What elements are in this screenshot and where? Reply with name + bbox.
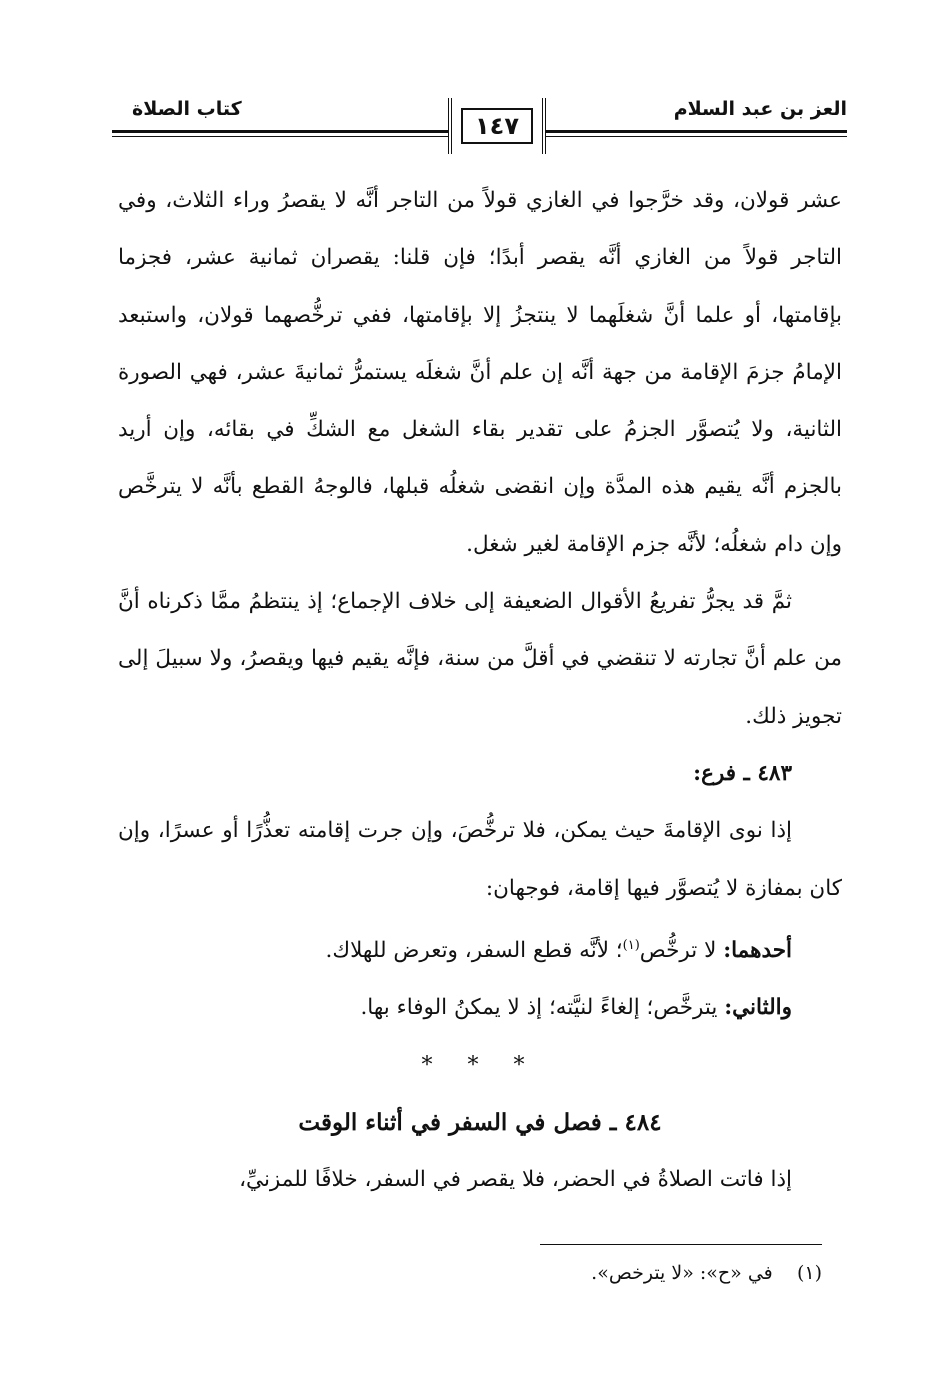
section-heading: ٤٨٤ ـ فصل في السفر في أثناء الوقت: [298, 1108, 662, 1136]
footnote-number: (١): [796, 1262, 822, 1284]
first-opinion: [118, 917, 842, 979]
footnote: [591, 1262, 822, 1284]
page-header: [112, 92, 847, 162]
second-opinion: [118, 979, 842, 1036]
paragraph: إذا فاتت الصلاةُ في الحضر، فلا يقصر في السفر، خلافًا للمزنيِّ،: [239, 1167, 792, 1193]
first-opinion-rest: ؛ لأنَّه قطع السفر، وتعرض للهلاك.: [325, 938, 623, 964]
running-header-author: العز بن عبد السلام: [673, 98, 847, 120]
second-opinion-label: والثاني:: [724, 995, 792, 1021]
footnote-text: في «ح»: «لا يترخص».: [591, 1262, 773, 1284]
footnote-separator: [540, 1244, 822, 1245]
running-header-book: كتاب الصلاة: [132, 98, 242, 120]
paragraph: ثمَّ قد يجرُّ تفريعُ الأقوال الضعيفة إلى خلاف الإجماع؛ إذ ينتظمُ ممَّا ذكرناه أنَّ من علم أنَّ تجارته لا تنقضي في أقلَّ من سنة، فإنَّه يقيم فيها ويقصرُ، ولا سبيلَ إلى تجويز ذلك.: [118, 589, 842, 729]
branch-heading: ٤٨٣ ـ فرع:: [693, 760, 792, 786]
first-opinion-text: لا ترخُّص: [639, 938, 717, 964]
paragraph: عشر قولان، وقد خرَّجوا في الغازي قولاً من التاجر أنَّه لا يقصرُ وراء الثلاث، وفي التاجر قولاً من الغازي أنَّه يقصر أبدًا؛ فإن قلنا: يقصران ثمانية عشر، فجزما بإقامتها، أو علما أنَّ شغلَهما لا ينتجزُ إلا بإقامتها، ففي ترخُّصهما قولان، واستبعد الإمامُ جزمَ الإقامة من جهة أنَّه إن علم أنَّ شغلَه يستمرُّ ثمانيةَ عشر، فهي الصورة الثانية، ولا يُتصوَّر الجزمُ على تقدير بقاء الشغل مع الشكِّ في بقائه، وإن أريد بالجزم أنَّه يقيم هذه المدَّة وإن انقضى شغلُه قبلها، فالوجهُ القطع بأنَّه لا يترخَّص وإن دام شغلُه؛ لأنَّه جزم الإقامة لغير شغل.: [118, 188, 842, 557]
main-text: [118, 172, 842, 1209]
paragraph: إذا نوى الإقامةَ حيث يمكن، فلا ترخُّصَ، وإن جرت إقامته تعذُّرًا أو عسرًا، وإن كان بمفازة لا يُتصوَّر فيها إقامة، فوجهان:: [118, 818, 842, 901]
first-opinion-label: أحدهما:: [723, 938, 792, 964]
section-divider: * * *: [421, 1052, 539, 1078]
page-number: ١٤٧: [461, 108, 533, 144]
second-opinion-text: يترخَّص؛ إلغاءً لنيَّته؛ إذ لا يمكنُ الوفاء بها.: [360, 995, 718, 1021]
page-number-frame: [448, 98, 546, 154]
footnote-ref: (١): [622, 937, 640, 953]
